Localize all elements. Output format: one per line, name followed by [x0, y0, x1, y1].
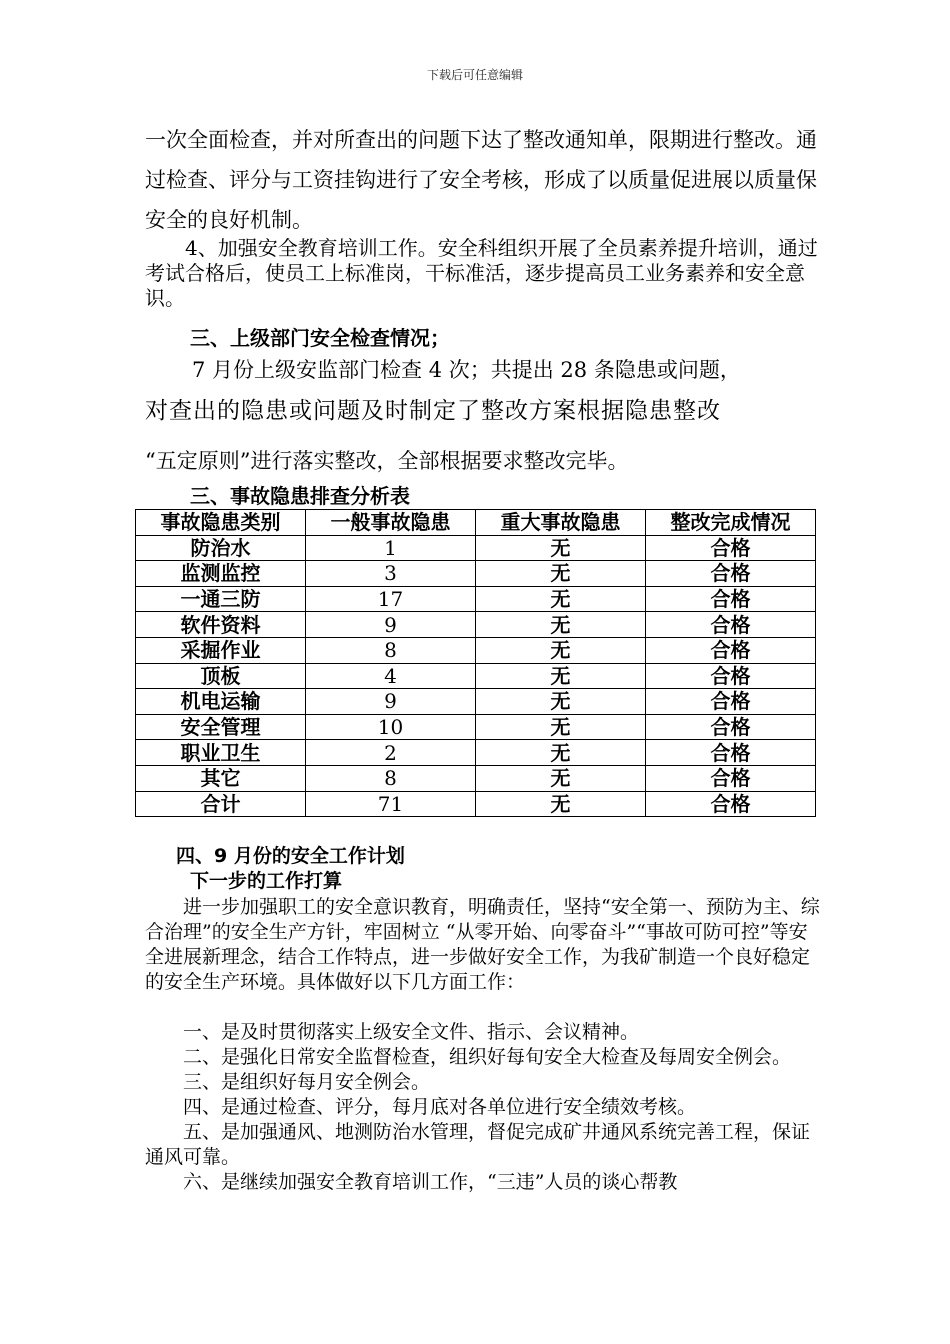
table-row: [136, 689, 816, 715]
column-header: 重大事故隐患: [476, 510, 646, 536]
hazard-table: [135, 509, 816, 817]
general-hazard-cell: 8: [306, 765, 476, 791]
section-title-plan: 四、9 月份的安全工作计划: [176, 845, 405, 867]
table-row: [136, 714, 816, 740]
general-hazard-cell: 71: [306, 791, 476, 817]
major-hazard-cell: 无: [476, 740, 646, 766]
plan-item-list: [145, 1020, 825, 1195]
status-cell: 合格: [646, 791, 816, 817]
general-hazard-cell: 10: [306, 714, 476, 740]
general-hazard-cell: 8: [306, 637, 476, 663]
major-hazard-cell: 无: [476, 714, 646, 740]
general-hazard-cell: 3: [306, 561, 476, 587]
category-cell: 软件资料: [136, 612, 306, 638]
category-cell: 采掘作业: [136, 637, 306, 663]
major-hazard-cell: 无: [476, 586, 646, 612]
paragraph-plan-intro: 进一步加强职工的安全意识教育，明确责任，坚持“安全第一、预防为主、综合治理”的安全生产方针，牢固树立 “从零开始、向零奋斗”“事故可防可控”等安全进展新理念，结合工作特点，进一步做好安全工作，为我矿制造一个良好稳定的安全生产环境。具体做好以下几方面工作：: [145, 896, 820, 993]
category-cell: 顶板: [136, 663, 306, 689]
table-row: [136, 612, 816, 638]
general-hazard-cell: 17: [306, 586, 476, 612]
major-hazard-cell: 无: [476, 689, 646, 715]
major-hazard-cell: 无: [476, 637, 646, 663]
status-cell: 合格: [646, 561, 816, 587]
column-header: 事故隐患类别: [136, 510, 306, 536]
status-cell: 合格: [646, 765, 816, 791]
column-header: 一般事故隐患: [306, 510, 476, 536]
column-header: 整改完成情况: [646, 510, 816, 536]
table-row: [136, 663, 816, 689]
list-item: 四、是通过检查、评分，每月底对各单位进行安全绩效考核。: [183, 1096, 697, 1118]
category-cell: 监测监控: [136, 561, 306, 587]
paragraph-inspection: 一次全面检查，并对所查出的问题下达了整改通知单，限期进行整改。通过检查、评分与工资挂钩进行了安全考核，形成了以质量促进展以质量保安全的良好机制。: [145, 128, 817, 232]
status-cell: 合格: [646, 586, 816, 612]
table-title: 三、事故隐患排查分析表: [190, 484, 410, 508]
category-cell: 其它: [136, 765, 306, 791]
major-hazard-cell: 无: [476, 765, 646, 791]
list-item: 五、是加强通风、地测防治水管理，督促完成矿井通风系统完善工程，保证通风可靠。: [145, 1121, 811, 1168]
general-hazard-cell: 9: [306, 689, 476, 715]
category-cell: 机电运输: [136, 689, 306, 715]
paragraph-superior-line1: 7 月份上级安监部门检查 4 次；共提出 28 条隐患或问题，: [192, 358, 741, 382]
general-hazard-cell: 2: [306, 740, 476, 766]
paragraph-superior-line2: 对查出的隐患或问题及时制定了整改方案根据隐患整改: [145, 398, 721, 424]
table-total-row: [136, 791, 816, 817]
category-cell: 合计: [136, 791, 306, 817]
section-title-inspection: 三、上级部门安全检查情况；: [190, 326, 450, 350]
page-header: 下载后可任意编辑: [426, 68, 523, 82]
status-cell: 合格: [646, 740, 816, 766]
table-row: [136, 535, 816, 561]
table-row: [136, 586, 816, 612]
status-cell: 合格: [646, 714, 816, 740]
table-row: [136, 765, 816, 791]
category-cell: 防治水: [136, 535, 306, 561]
list-item: 六、是继续加强安全教育培训工作，“三违”人员的谈心帮教: [183, 1171, 678, 1193]
list-item: 二、是强化日常安全监督检查，组织好每旬安全大检查及每周安全例会。: [183, 1046, 792, 1068]
list-item: 一、是及时贯彻落实上级安全文件、指示、会议精神。: [183, 1021, 640, 1043]
status-cell: 合格: [646, 535, 816, 561]
list-item: 三、是组织好每月安全例会。: [183, 1071, 431, 1093]
paragraph-superior-line3: “五定原则”进行落实整改，全部根据要求整改完毕。: [145, 449, 629, 473]
major-hazard-cell: 无: [476, 535, 646, 561]
category-cell: 职业卫生: [136, 740, 306, 766]
major-hazard-cell: 无: [476, 612, 646, 638]
category-cell: 一通三防: [136, 586, 306, 612]
general-hazard-cell: 1: [306, 535, 476, 561]
major-hazard-cell: 无: [476, 663, 646, 689]
table-header-row: [136, 510, 816, 536]
subsection-title: 下一步的工作打算: [190, 870, 343, 892]
category-cell: 安全管理: [136, 714, 306, 740]
status-cell: 合格: [646, 663, 816, 689]
table-row: [136, 740, 816, 766]
table-row: [136, 637, 816, 663]
major-hazard-cell: 无: [476, 561, 646, 587]
status-cell: 合格: [646, 612, 816, 638]
status-cell: 合格: [646, 637, 816, 663]
general-hazard-cell: 4: [306, 663, 476, 689]
general-hazard-cell: 9: [306, 612, 476, 638]
table-row: [136, 561, 816, 587]
status-cell: 合格: [646, 689, 816, 715]
major-hazard-cell: 无: [476, 791, 646, 817]
paragraph-training: 4、加强安全教育培训工作。安全科组织开展了全员素养提升培训，通过考试合格后，使员工上标准岗，干标准活，逐步提高员工业务素养和安全意识。: [145, 236, 818, 310]
